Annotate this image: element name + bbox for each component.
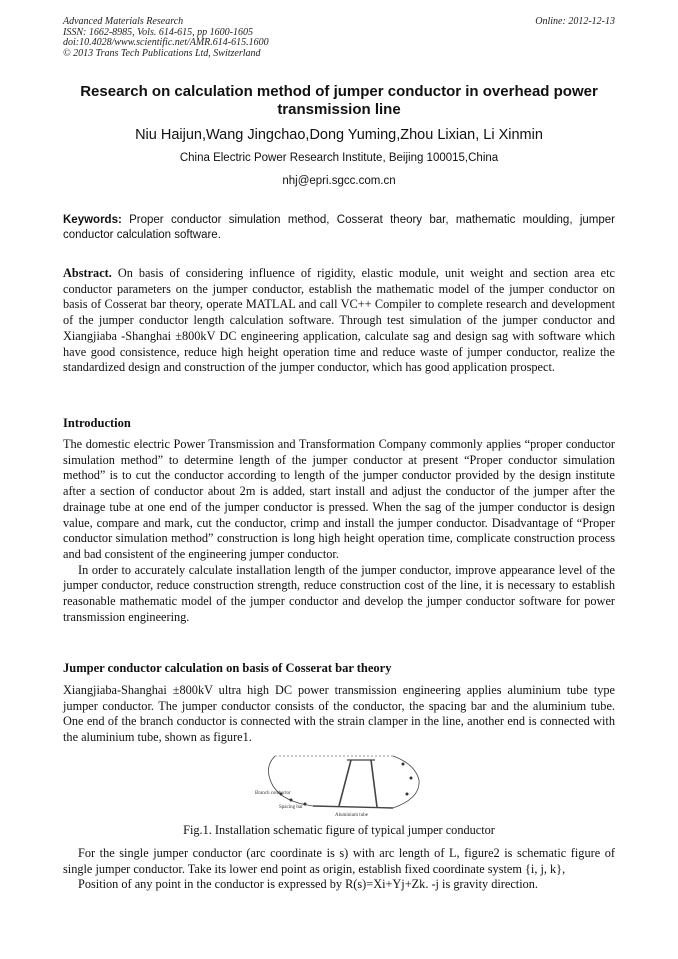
branch-conductor-left (268, 756, 313, 806)
paper-title: Research on calculation method of jumper conductor in overhead power transmission line (80, 83, 598, 118)
label-spacing-bar: Spacing bar (279, 805, 303, 810)
aluminium-tube (313, 806, 393, 808)
label-aluminium-tube: Aluminium tube (335, 813, 368, 818)
keywords-label: Keywords: (63, 214, 122, 226)
post-figure-body (63, 846, 615, 893)
branch-conductor-right (393, 756, 419, 808)
copyright-line: © 2013 Trans Tech Publications Ltd, Switzerland (63, 47, 261, 59)
abstract-block (63, 266, 615, 376)
post-figure-paragraph-1: For the single jumper conductor (arc coordinate is s) with arc length of L, figure2 is schematic figure of single jumper conductor. Take its lower end point as origin, establish fixed coordinate system {i, j, k}, (63, 846, 615, 876)
affiliation: China Electric Power Research Institute, Beijing 100015,China (179, 152, 499, 164)
issn-line: ISSN: 1662-8985, Vols. 614-615, pp 1600-1605 (63, 26, 253, 38)
section-heading-cosserat: Jumper conductor calculation on basis of Cosserat bar theory (63, 661, 392, 675)
spacing-bar-marker (290, 799, 293, 802)
author-list: Niu Haijun,Wang Jingchao,Dong Yuming,Zhou Lixian, Li Xinmin (135, 127, 543, 143)
section-cosserat-paragraph-1: Xiangjiaba-Shanghai ±800kV ultra high DC power transmission engineering applies aluminium tube type jumper conductor. The jumper conductor consists of the conductor, the spacing bar and the aluminium tube. One end of the branch conductor is connected with the strain clamper in the line, another end is connected with the aluminium tube, shown as figure1. (63, 683, 615, 745)
introduction-paragraph-2: In order to accurately calculate installation length of the jumper conductor, improve appearance level of the jumper conductor, reduce construction strength, reduce construction cost of the line, it is necessary to establish reasonable mathematic model of the jumper conductor and develop the jumper conductor software for power transmission engineering. (63, 562, 615, 624)
introduction-paragraph-1: The domestic electric Power Transmission and Transformation Company commonly applies “proper conductor simulation method” to determine length of the jumper conductor at present “Proper conductor simulation method” is to cut the conductor according to length of the jumper conductor provided by the design institute after a section of conductor about 2m is added, start install and adjust the conductor of the jumper after the drainage tube at one end of the jumper conductor is pressed. When the sag of the jumper conductor is design value, compare and mark, cut the conductor, crimp and install the jumper conductor. Disadvantage of “Proper conductor simulation method” construction is long high height operation time, complicate construction process and bad consistent of the engineering jumper conductor. (63, 437, 615, 561)
spacing-bar-marker (406, 793, 409, 796)
label-branch-conductor: Branch conductor (255, 791, 291, 796)
spacing-bar-markers (280, 763, 413, 806)
section-cosserat-body (63, 683, 615, 746)
introduction-body (63, 437, 615, 625)
jumper-conductor-schematic-figure (243, 750, 435, 820)
abstract-text: On basis of considering influence of rigidity, elastic module, unit weight and section area etc conductor parameters on the jumper conductor, establish the mathematic model of the jumper conductor on basis of Cosserat bar theory, operate MATLAL and call VC++ Compiler to complete research and development of the jumper conductor length calculation software. Through test simulation of the jumper conductor and Xiangjiaba -Shanghai ±800kV DC engineering application, calculate sag and design sag with software which have good consistence, reduce high height operation time and reduce waste of jumper conductor, realize the standardized design and construction of the jumper conductor, which has good application prospect. (63, 266, 615, 375)
spacing-bar-marker (402, 763, 405, 766)
spacing-bar-marker (304, 803, 307, 806)
doi-line: doi:10.4028/www.scientific.net/AMR.614-615.1600 (63, 37, 269, 48)
author-email: nhj@epri.sgcc.com.cn (282, 175, 396, 187)
keywords-text: Proper conductor simulation method, Cosserat theory bar, mathematic moulding, jumper conductor calculation software. (63, 214, 615, 241)
online-date: Online: 2012-12-13 (535, 16, 615, 27)
journal-header (63, 17, 615, 59)
suspension-rod-right (371, 760, 377, 807)
abstract-label: Abstract. (63, 266, 112, 280)
introduction-heading: Introduction (63, 416, 131, 430)
suspension-rod-left (339, 760, 351, 806)
journal-name: Advanced Materials Research (63, 16, 184, 27)
keywords-block (63, 213, 615, 243)
post-figure-paragraph-2: Position of any point in the conductor is expressed by R(s)=Xi+Yj+Zk. -j is gravity direction. (78, 877, 539, 892)
figure-caption: Fig.1. Installation schematic figure of typical jumper conductor (183, 823, 495, 837)
spacing-bar-marker (410, 777, 413, 780)
